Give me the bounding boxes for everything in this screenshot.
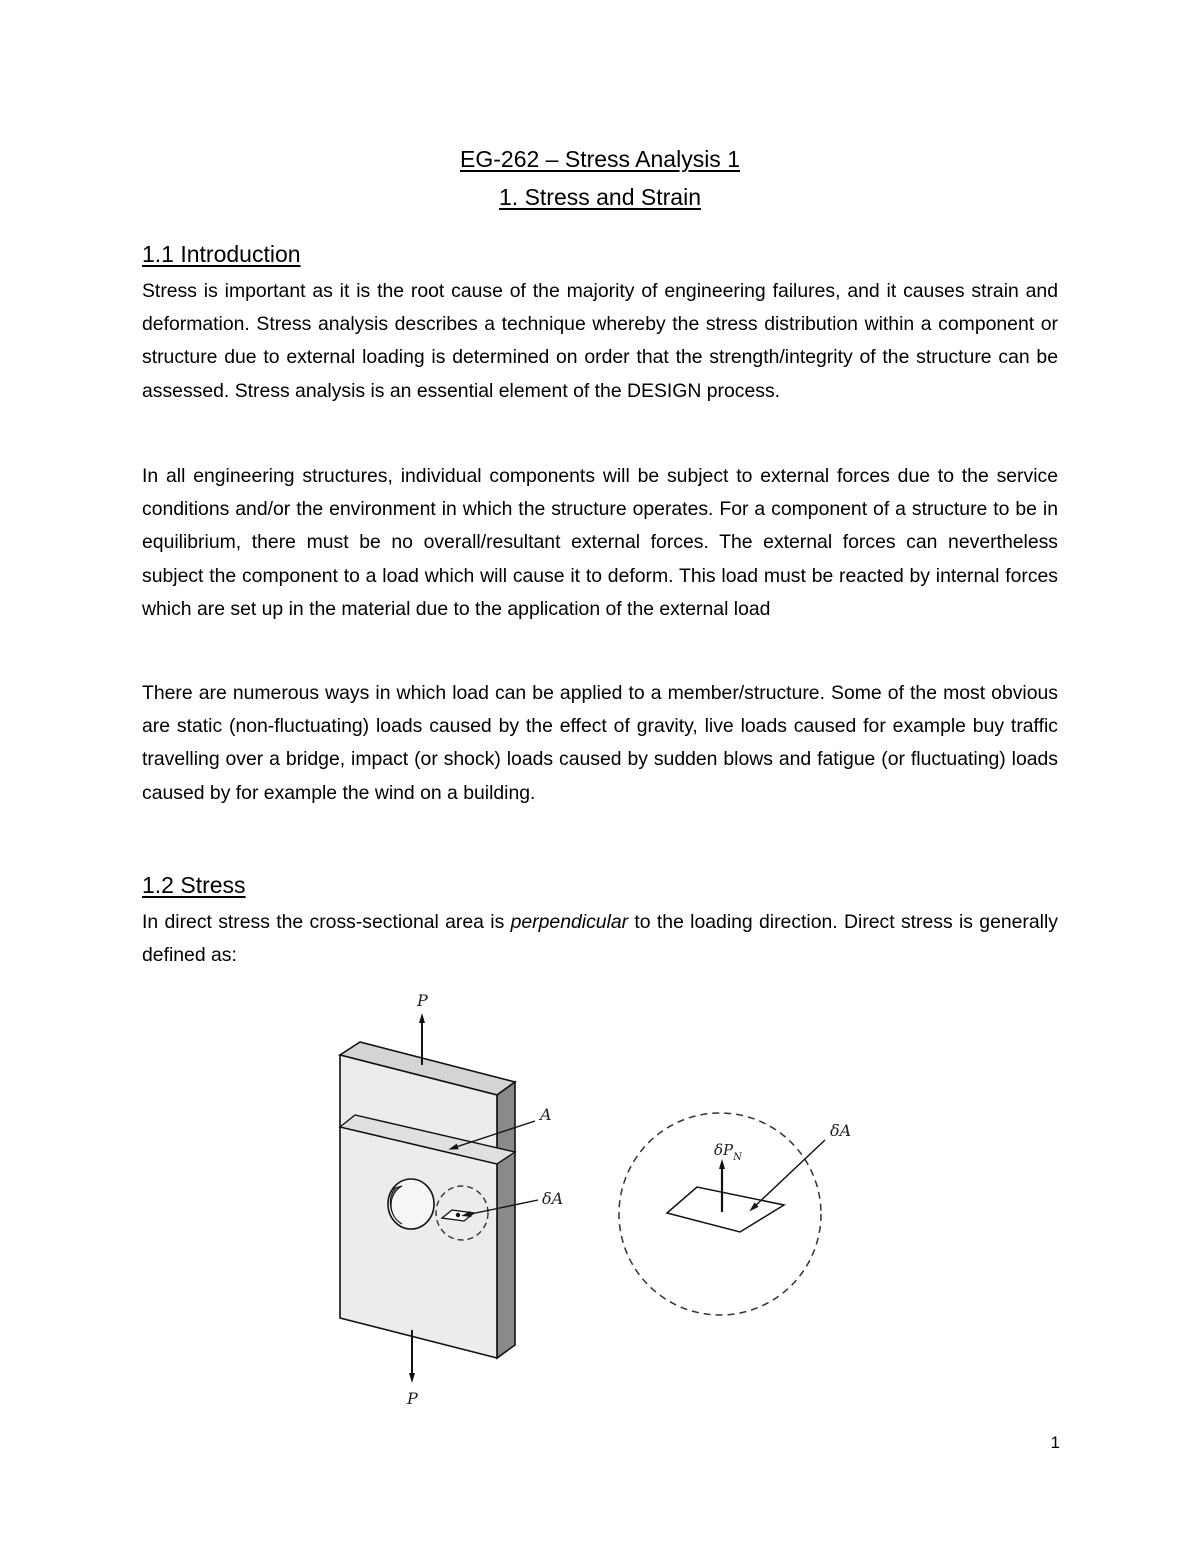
- section-heading-stress: 1.2 Stress: [142, 872, 246, 898]
- stress-paragraph-text-a: In direct stress the cross-sectional area is: [142, 911, 511, 933]
- direct-stress-figure: [300, 985, 900, 1415]
- normal-force-label: [714, 1141, 743, 1163]
- loaded-plate: [340, 1042, 515, 1358]
- intro-paragraph-1: Stress is important as it is the root cause of the majority of engineering failures, and it causes strain and deformation. Stress analysis describes a technique whereby the stress distribution within a component or structure due to external loading is determined on order that the strength/integrity of the structure can be assessed. Stress analysis is an essential element of the DESIGN process.: [142, 280, 1058, 402]
- normal-force-subscript: N: [733, 1152, 742, 1163]
- chapter-title: 1. Stress and Strain: [499, 184, 701, 210]
- course-title: EG-262 – Stress Analysis 1: [460, 146, 740, 172]
- element-area-label: δA: [542, 1189, 564, 1208]
- normal-force-symbol: δP: [714, 1141, 734, 1159]
- zoomed-element: [619, 1113, 851, 1315]
- intro-paragraph-2: In all engineering structures, individual components will be subject to external forces due to the service conditions and/or the environment in which the structure operates. For a component of a structure to be in equilibrium, there must be no overall/resultant external forces. The external forces can nevertheless subject the component to a load which will cause it to deform. This load must be reacted by internal forces which are set up in the material due to the application of the external load: [142, 465, 1058, 620]
- stress-paragraph-1: [142, 906, 1058, 972]
- section-heading-introduction: 1.1 Introduction: [142, 241, 301, 267]
- intro-paragraph-3: There are numerous ways in which load can be applied to a member/structure. Some of the most obvious are static (non-fluctuating) loads caused by the effect of gravity, live loads caused for example buy traffic travelling over a bridge, impact (or shock) loads caused by sudden blows and fatigue (or fluctuating) loads caused by for example the wind on a building.: [142, 682, 1058, 804]
- zoom-element-area-icon: [667, 1187, 784, 1232]
- area-label: A: [540, 1105, 552, 1124]
- top-load-label: P: [417, 991, 428, 1010]
- zoom-area-leader-line: [753, 1140, 825, 1208]
- page-number: 1: [1050, 1433, 1060, 1452]
- stress-paragraph-emphasis: perpendicular: [510, 911, 629, 933]
- hole-icon: [388, 1179, 434, 1229]
- stress-paragraph-text-b: to the loading direction. Direct stress is generally defined as:: [142, 911, 1058, 967]
- bottom-load-label: P: [407, 1389, 418, 1408]
- zoom-area-label: δA: [830, 1121, 852, 1140]
- plate-side-face: [497, 1082, 515, 1358]
